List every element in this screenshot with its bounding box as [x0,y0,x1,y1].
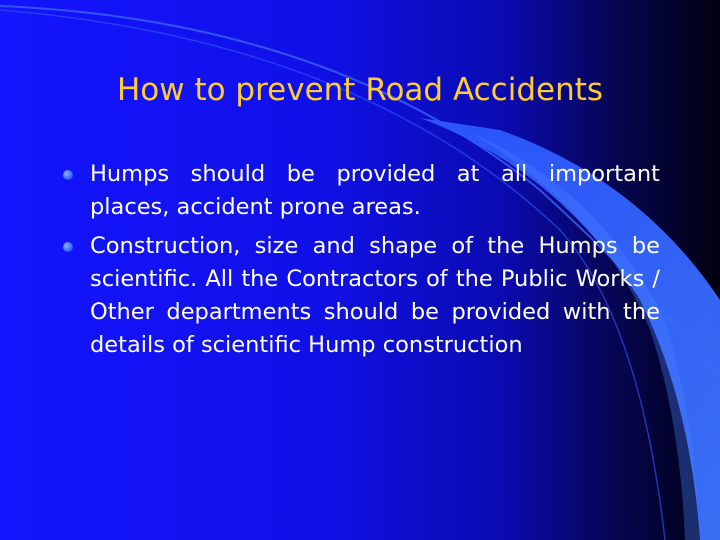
bullet-text: Construction, size and shape of the Humps be scientific. All the Contractors of the Public Works / Other departments should be provided with the details of scientific Hump construction [90,233,660,358]
bullet-item [60,158,660,224]
slide-title: How to prevent Road Accidents [116,72,604,108]
bullet-item [60,230,660,362]
bullet-dot-icon [63,242,73,252]
bullet-text: Humps should be provided at all important places, accident prone areas. [90,161,660,220]
bullet-list [60,158,660,368]
bullet-dot-icon [63,170,73,180]
